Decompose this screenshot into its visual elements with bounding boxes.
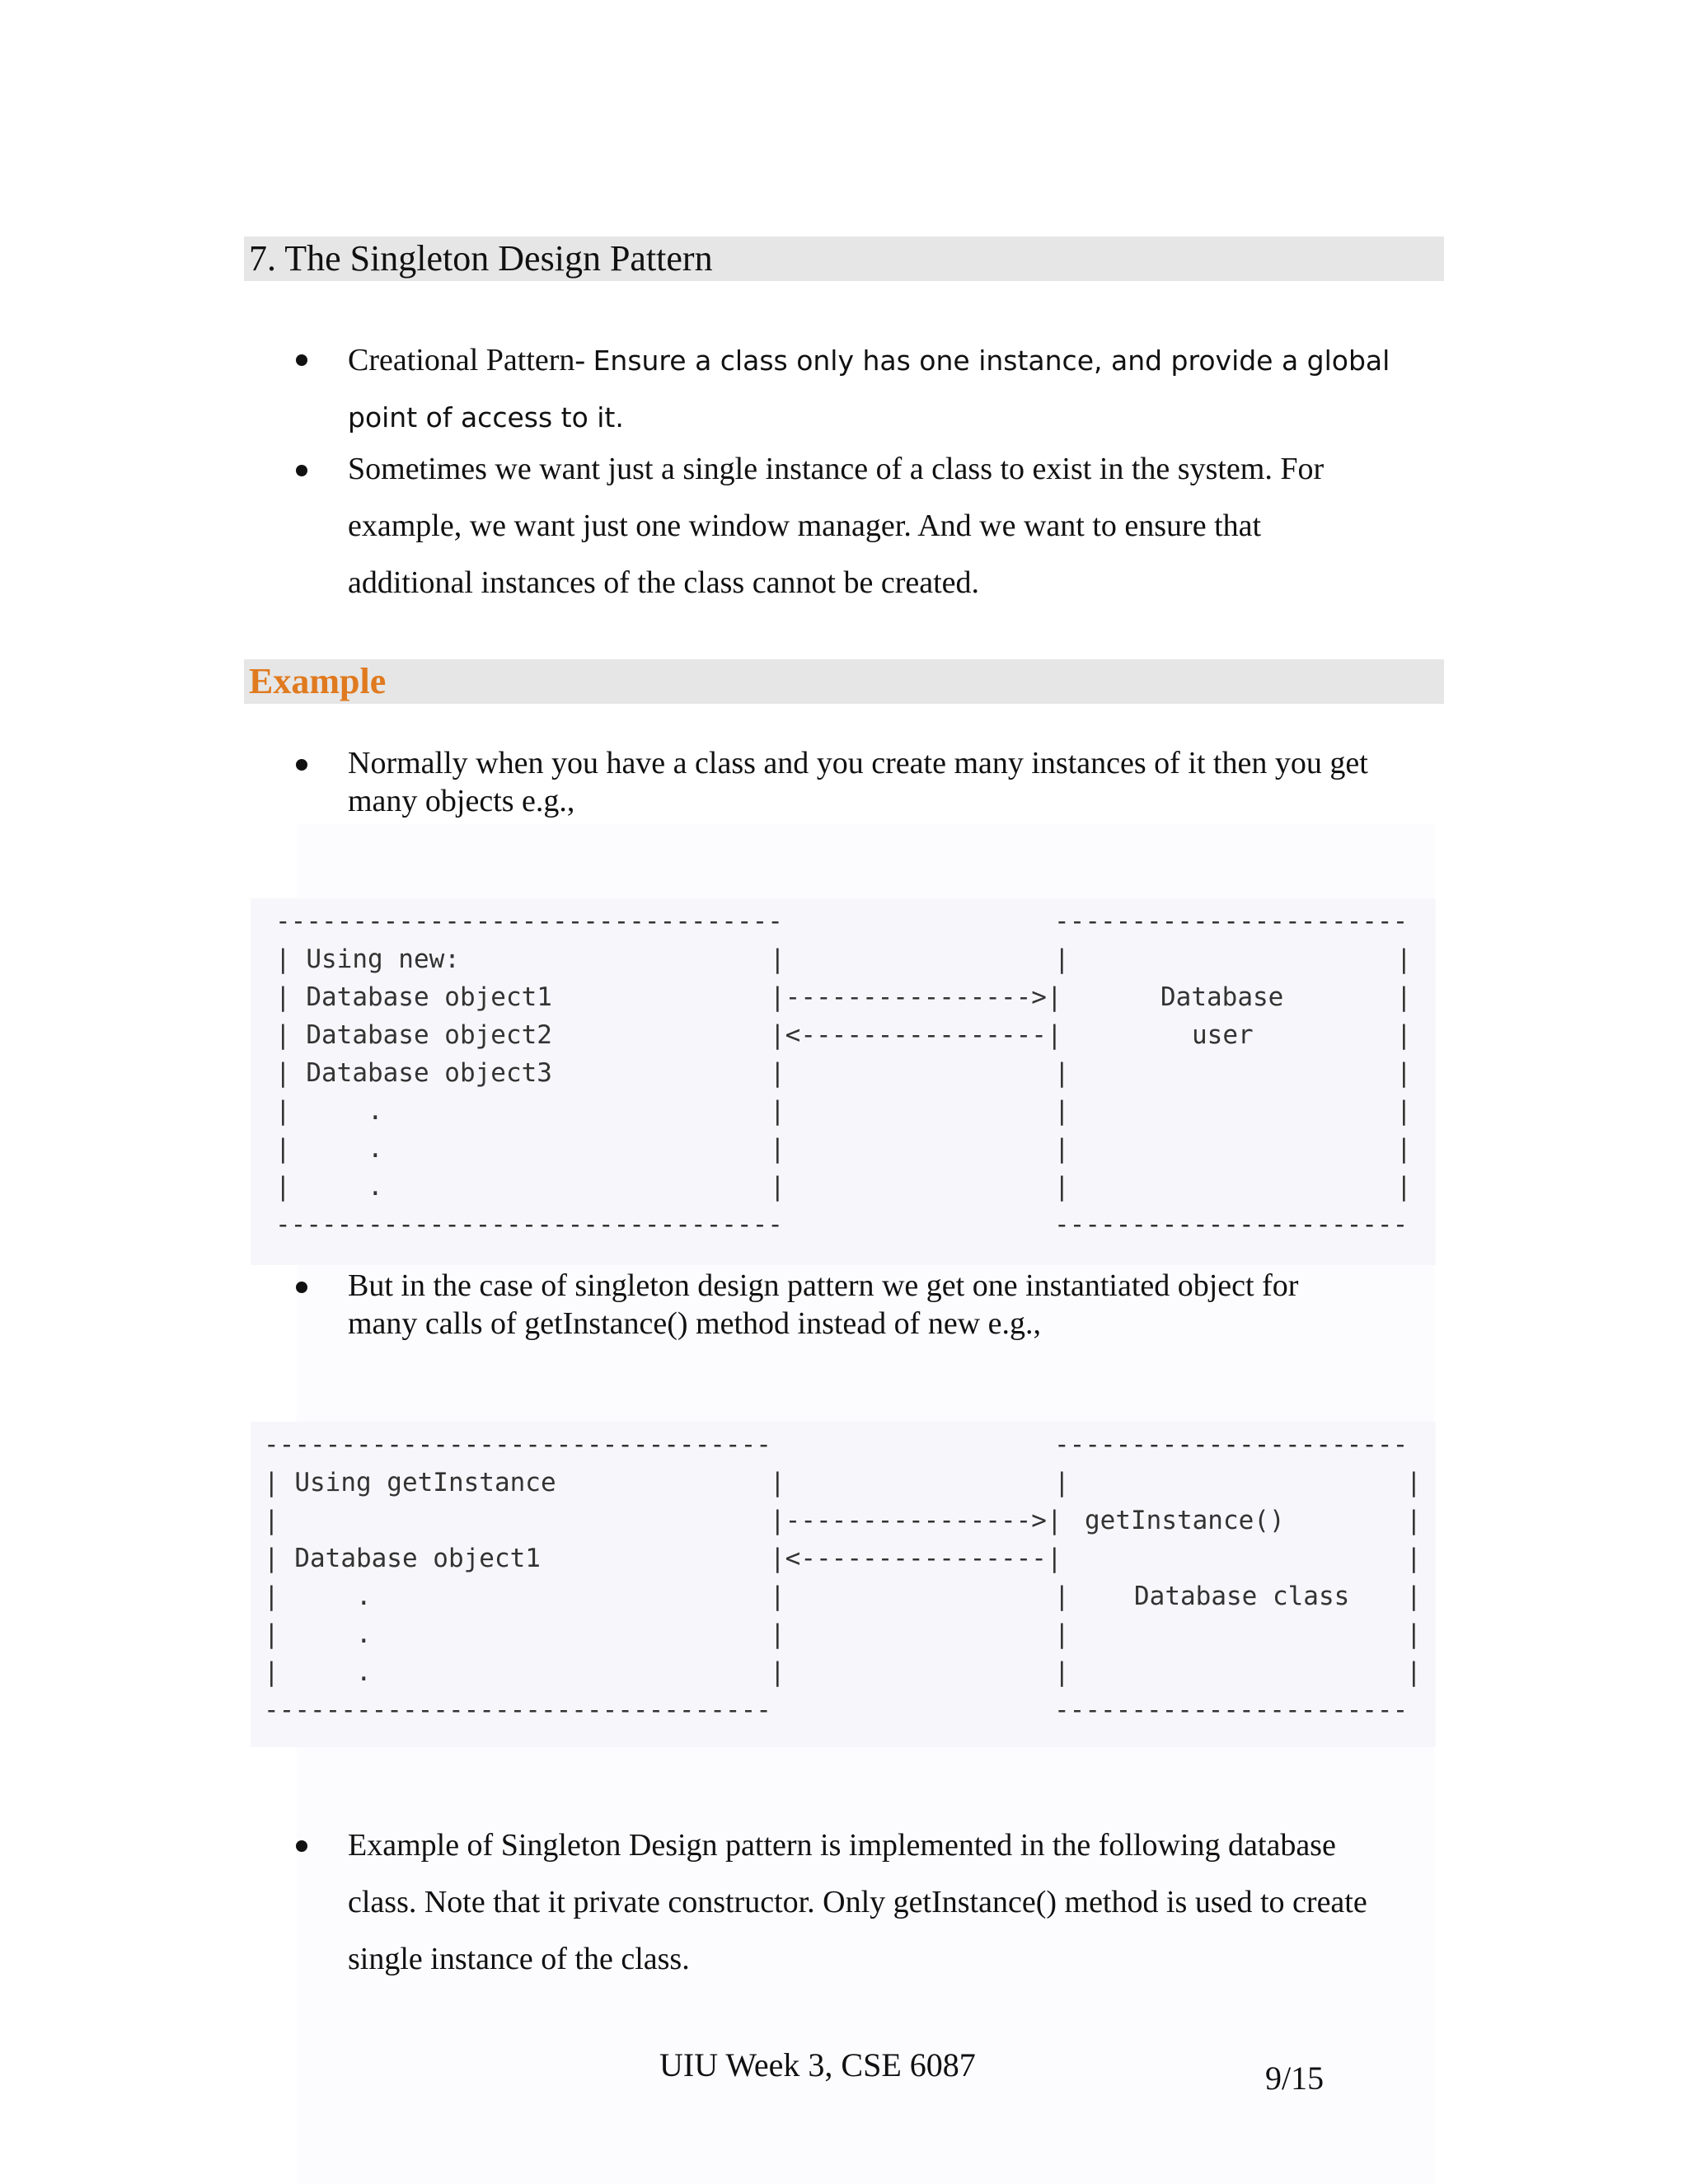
diagram-label-getinstance: getInstance() [1085,1506,1285,1535]
diagram-left-line: | . [275,1096,383,1126]
diagram-border-top-left: --------------------------------- [264,1430,771,1460]
bullet-definition-line1: Ensure a class only has one instance, and provide a global [593,344,1390,377]
bullet-dot [296,465,307,476]
diagram-bar: | [1406,1657,1422,1687]
diagram-left-line: | Using getInstance [264,1468,556,1497]
bullet-definition-line2: point of access to it. [348,401,624,434]
text-line: Normally when you have a class and you create many instances of it then you get [348,746,1368,780]
diagram-arrow-right: |---------------->| [770,982,1062,1012]
diagram-arrow-left: |<----------------| [770,1020,1062,1050]
diagram-left-line: | Database object3 [275,1058,552,1088]
diagram-bar: | [1054,1172,1070,1202]
diagram-bar: | [1054,1096,1070,1126]
bullet-dot [296,759,307,771]
diagram-left-line: | Using new: [275,944,460,974]
diagram-using-getinstance [251,1422,1436,1747]
diagram-left-line: | . [264,1619,372,1649]
bullet-dot [296,1840,307,1852]
diagram-arrow-left: |<----------------| [770,1544,1062,1573]
diagram-label-database-class: Database class [1134,1582,1350,1611]
text-line: Sometimes we want just a single instance of a class to exist in the system. For [348,452,1325,486]
footer-course: UIU Week 3, CSE 6087 [659,2046,976,2083]
text-line: many calls of getInstance() method instead of new e.g., [348,1306,1041,1341]
diagram-bar: | [1396,1172,1412,1202]
diagram-bar: | [1054,1582,1070,1611]
bullet-single-instance [348,441,1324,612]
diagram-label-database: Database [1160,982,1284,1012]
diagram-bar: | [1406,1582,1422,1611]
diagram-bar: | [770,1096,785,1126]
diagram-bar: | [1054,944,1070,974]
diagram-border-top-left: --------------------------------- [275,907,783,936]
text-line: Example of Singleton Design pattern is implemented in the following database [348,1828,1336,1863]
diagram-border-top-right: ----------------------- [1054,1430,1409,1460]
diagram-left-line: | . [264,1657,372,1687]
diagram-bar: | [1054,1468,1070,1497]
diagram-bar: | [1396,944,1412,974]
diagram-bar: | [770,1134,785,1164]
diagram-bar: | [1054,1657,1070,1687]
diagram-bar: | [770,1058,785,1088]
diagram-bar: | [1396,1058,1412,1088]
bullet-singleton-case [348,1267,1298,1343]
diagram-using-new [251,898,1436,1265]
diagram-left-line: | . [275,1134,383,1164]
diagram-bar: | [1396,1020,1412,1050]
diagram-border-top-right: ----------------------- [1054,907,1409,936]
example-heading: Example [244,659,1444,704]
bullet-lead: Creational Pattern- [348,343,593,377]
section-title: 7. The Singleton Design Pattern [244,237,1444,281]
bullet-normal-instances [348,744,1368,820]
diagram-border-bottom-right: ----------------------- [1054,1695,1409,1725]
diagram-bar: | [1406,1468,1422,1497]
diagram-bar: | [770,1468,785,1497]
diagram-bar: | [1406,1506,1422,1535]
diagram-left-line: | . [275,1172,383,1202]
text-line: additional instances of the class cannot be created. [348,565,980,600]
diagram-bar: | [770,1619,785,1649]
diagram-bar: | [1396,982,1412,1012]
text-line: class. Note that it private constructor. Only getInstance() method is used to create [348,1885,1367,1919]
diagram-left-line: | Database object2 [275,1020,552,1050]
text-line: single instance of the class. [348,1942,690,1976]
diagram-left-line: | Database object1 [264,1544,541,1573]
diagram-bar: | [770,944,785,974]
diagram-border-bottom-left: --------------------------------- [264,1695,771,1725]
diagram-arrow-right: |---------------->| [770,1506,1062,1535]
diagram-bar: | [1406,1619,1422,1649]
text-line: many objects e.g., [348,784,575,818]
diagram-border-bottom-left: --------------------------------- [275,1210,783,1240]
text-line: example, we want just one window manager. And we want to ensure that [348,509,1262,543]
text-line: But in the case of singleton design pattern we get one instantiated object for [348,1268,1299,1303]
diagram-bar: | [770,1582,785,1611]
diagram-bar: | [770,1657,785,1687]
diagram-left-line: | [264,1506,279,1535]
diagram-bar: | [770,1172,785,1202]
diagram-bar: | [1054,1619,1070,1649]
diagram-left-line: | Database object1 [275,982,552,1012]
bullet-singleton-example [348,1817,1367,1988]
diagram-left-line: | . [264,1582,372,1611]
diagram-label-user: user [1192,1020,1254,1050]
diagram-bar: | [1406,1544,1422,1573]
bullet-dot [296,354,307,366]
bullet-dot [296,1282,307,1293]
bullet-creational-pattern [348,332,1390,446]
footer-page-number: 9/15 [1265,2060,1325,2097]
diagram-bar: | [1396,1134,1412,1164]
diagram-border-bottom-right: ----------------------- [1054,1210,1409,1240]
diagram-bar: | [1054,1058,1070,1088]
diagram-bar: | [1054,1134,1070,1164]
diagram-bar: | [1396,1096,1412,1126]
